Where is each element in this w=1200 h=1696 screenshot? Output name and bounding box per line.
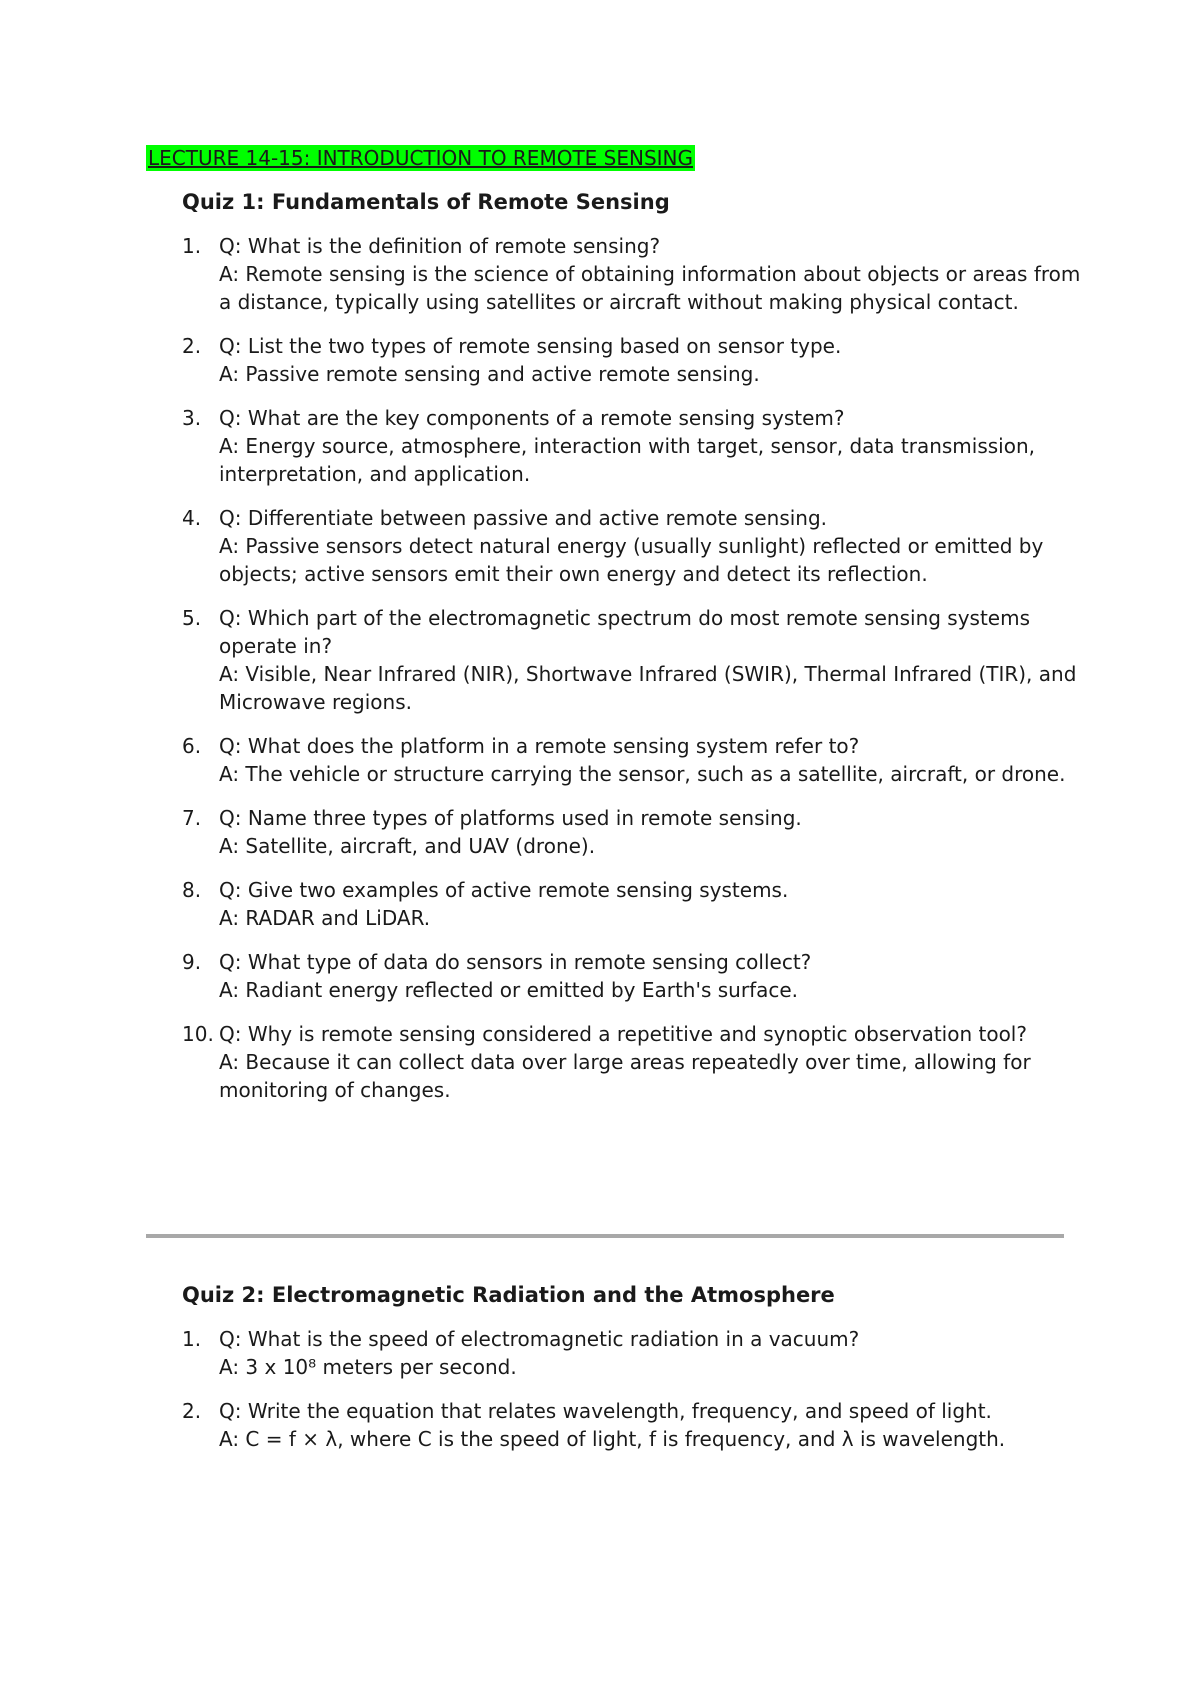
question-text: Q: Why is remote sensing considered a repetitive and synoptic observation tool?	[219, 1022, 1027, 1046]
quiz-2-item-1	[182, 1325, 1082, 1381]
question-text: Q: Differentiate between passive and active remote sensing.	[219, 506, 828, 530]
question-text: Q: What type of data do sensors in remote sensing collect?	[219, 950, 812, 974]
answer-text: A: Visible, Near Infrared (NIR), Shortwave Infrared (SWIR), Thermal Infrared (TIR), and Microwave regions.	[219, 662, 1077, 714]
answer-text: A: Radiant energy reflected or emitted by Earth's surface.	[219, 978, 799, 1002]
item-number: 1.	[182, 234, 202, 258]
section-divider	[146, 1234, 1064, 1238]
item-number: 5.	[182, 606, 202, 630]
answer-text: A: Passive remote sensing and active remote sensing.	[219, 362, 760, 386]
quiz-1-item-5	[182, 604, 1082, 716]
answer-text: A: Passive sensors detect natural energy (usually sunlight) reflected or emitted by objects; active sensors emit their own energy and detect its reflection.	[219, 534, 1044, 586]
question-text: Q: Which part of the electromagnetic spectrum do most remote sensing systems operate in?	[219, 606, 1031, 658]
quiz-2-question-list	[182, 1325, 1082, 1469]
question-text: Q: Write the equation that relates wavelength, frequency, and speed of light.	[219, 1399, 992, 1423]
quiz-1-item-3	[182, 404, 1082, 488]
item-number: 9.	[182, 950, 202, 974]
question-text: Q: List the two types of remote sensing based on sensor type.	[219, 334, 842, 358]
answer-text: A: 3 x 10⁸ meters per second.	[219, 1355, 517, 1379]
answer-text: A: C = f × λ, where C is the speed of light, f is frequency, and λ is wavelength.	[219, 1427, 1006, 1451]
question-text: Q: What is the definition of remote sensing?	[219, 234, 661, 258]
item-number: 1.	[182, 1327, 202, 1351]
answer-text: A: RADAR and LiDAR.	[219, 906, 431, 930]
quiz-1-item-1	[182, 232, 1082, 316]
question-text: Q: What is the speed of electromagnetic radiation in a vacuum?	[219, 1327, 860, 1351]
quiz-1-item-7	[182, 804, 1082, 860]
question-text: Q: What does the platform in a remote sensing system refer to?	[219, 734, 860, 758]
question-text: Q: What are the key components of a remote sensing system?	[219, 406, 845, 430]
item-number: 2.	[182, 334, 202, 358]
item-number: 2.	[182, 1399, 202, 1423]
question-text: Q: Give two examples of active remote sensing systems.	[219, 878, 789, 902]
quiz-2-item-2	[182, 1397, 1082, 1453]
quiz-1-item-9	[182, 948, 1082, 1004]
item-number: 10.	[182, 1022, 214, 1046]
quiz-1-item-4	[182, 504, 1082, 588]
answer-text: A: Because it can collect data over large areas repeatedly over time, allowing for monitoring of changes.	[219, 1050, 1031, 1102]
question-text: Q: Name three types of platforms used in remote sensing.	[219, 806, 802, 830]
quiz-1-title: Quiz 1: Fundamentals of Remote Sensing	[182, 190, 670, 214]
item-number: 6.	[182, 734, 202, 758]
quiz-1-item-6	[182, 732, 1082, 788]
quiz-1-item-10	[182, 1020, 1082, 1104]
answer-text: A: Energy source, atmosphere, interaction with target, sensor, data transmission, interpretation, and application.	[219, 434, 1036, 486]
item-number: 8.	[182, 878, 202, 902]
item-number: 7.	[182, 806, 202, 830]
quiz-2-title: Quiz 2: Electromagnetic Radiation and the Atmosphere	[182, 1283, 835, 1307]
answer-text: A: Satellite, aircraft, and UAV (drone).	[219, 834, 596, 858]
quiz-1-question-list	[182, 232, 1082, 1120]
answer-text: A: The vehicle or structure carrying the sensor, such as a satellite, aircraft, or drone.	[219, 762, 1066, 786]
quiz-1-item-2	[182, 332, 1082, 388]
item-number: 4.	[182, 506, 202, 530]
answer-text: A: Remote sensing is the science of obtaining information about objects or areas from a distance, typically using satellites or aircraft without making physical contact.	[219, 262, 1081, 314]
quiz-1-item-8	[182, 876, 1082, 932]
lecture-title: LECTURE 14-15: INTRODUCTION TO REMOTE SENSING	[148, 146, 693, 170]
item-number: 3.	[182, 406, 202, 430]
